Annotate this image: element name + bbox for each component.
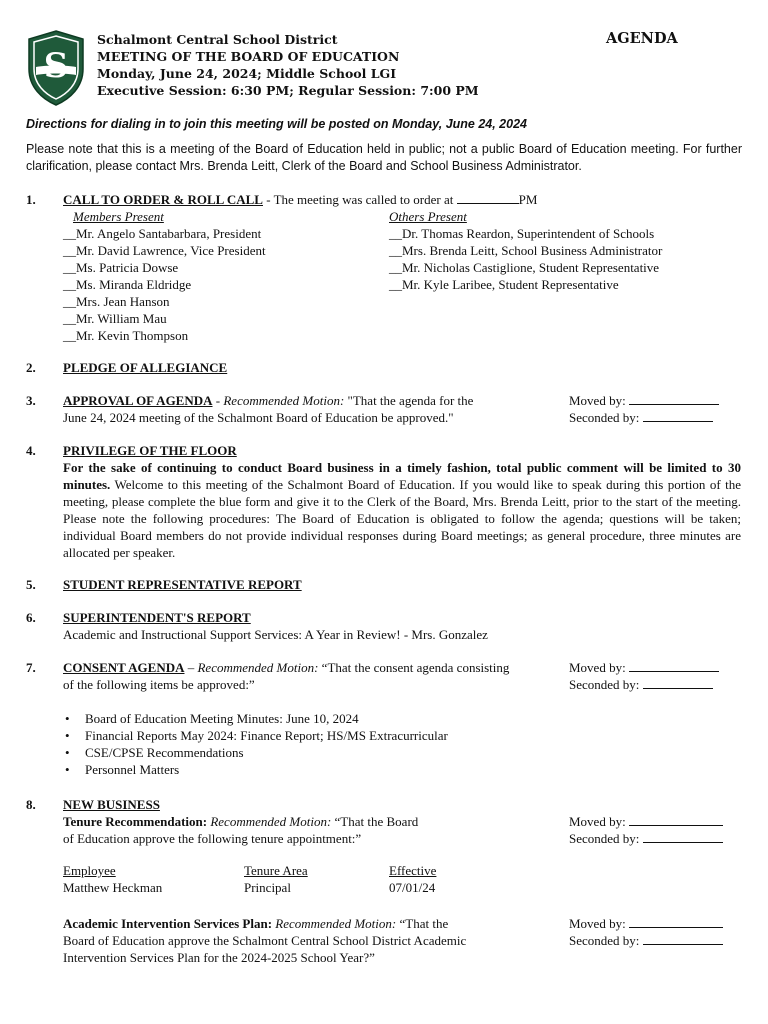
tenure-employee-value: Matthew Heckman	[63, 880, 163, 895]
tenure-col-effective: Effective	[389, 863, 437, 878]
ais-moved-by: Moved by:	[569, 915, 723, 932]
seconded-by-blank[interactable]	[643, 831, 723, 843]
item-7-motion-text: of the following items be approved:”	[63, 677, 255, 692]
seconded-by-blank[interactable]	[643, 410, 713, 422]
item-7-heading: CONSENT AGENDA – Recommended Motion: “That the consent agenda consisting	[63, 660, 510, 675]
item-3-moved-by: Moved by:	[569, 392, 719, 409]
tenure-motion-text: of Education approve the following tenure appointment:”	[63, 831, 362, 846]
member-row[interactable]: __Mr. Angelo Santabarbara, President	[63, 226, 262, 241]
ais-motion-line3: Intervention Services Plan for the 2024-2025 School Year?”	[63, 950, 375, 965]
tenure-area-value: Principal	[244, 880, 291, 895]
member-row[interactable]: __Mrs. Jean Hanson	[63, 294, 170, 309]
list-item: • CSE/CPSE Recommendations	[63, 744, 448, 761]
item-7-title: CONSENT AGENDA	[63, 660, 185, 675]
item-2-number: 2.	[26, 360, 36, 375]
ais-motion-line2: Board of Education approve the Schalmont Central School District Academic	[63, 933, 467, 948]
seconded-by-blank[interactable]	[643, 677, 713, 689]
moved-by-blank[interactable]	[629, 916, 723, 928]
members-list	[63, 225, 266, 344]
list-item: • Financial Reports May 2024: Finance Report; HS/MS Extracurricular	[63, 727, 448, 744]
item-4-title: PRIVILEGE OF THE FLOOR	[63, 443, 237, 458]
list-item: • Board of Education Meeting Minutes: June 10, 2024	[63, 710, 448, 727]
meeting-sessions: Executive Session: 6:30 PM; Regular Session: 7:00 PM	[97, 83, 479, 98]
item-3-number: 3.	[26, 393, 36, 408]
item-3-seconded-by: Seconded by:	[569, 409, 713, 426]
item-6-subtext: Academic and Instructional Support Services: A Year in Review! - Mrs. Gonzalez	[63, 627, 488, 642]
item-1-number: 1.	[26, 192, 36, 207]
consent-items-list	[63, 710, 448, 778]
call-time-blank[interactable]	[457, 192, 519, 204]
others-list	[389, 225, 662, 293]
public-meeting-notice: Please note that this is a meeting of the Board of Education held in public; not a public Board of Education meeting. For further clarification, please contact Mrs. Brenda Leitt, Clerk of the Board and School Business Administrator.	[26, 142, 742, 173]
item-4-body: For the sake of continuing to conduct Board business in a timely fashion, total public comment will be limited to 30 minutes. Welcome to this meeting of the Schalmont Board of Education. If you would like to speak during this portion of the meeting, please complete the blue form and give it to the Clerk of the Board, Mrs. Brenda Leitt, prior to the start of the meeting. Please note the following procedures: The Board of Education is obligated to follow the agenda; questions will be taken; individual Board members do not provide individual responses during Board meetings; as general procedure, three minutes are allocated per speaker.	[63, 460, 741, 560]
item-3-title: APPROVAL OF AGENDA	[63, 393, 213, 408]
item-5-number: 5.	[26, 577, 36, 592]
other-row[interactable]: __Mr. Nicholas Castiglione, Student Representative	[389, 260, 660, 275]
moved-by-blank[interactable]	[629, 393, 719, 405]
other-row[interactable]: __Dr. Thomas Reardon, Superintendent of Schools	[389, 226, 655, 241]
doc-type-agenda: AGENDA	[606, 30, 678, 47]
members-present-label: Members Present	[73, 209, 164, 224]
meeting-date-place: Monday, June 24, 2024; Middle School LGI	[97, 66, 397, 81]
meeting-title: MEETING OF THE BOARD OF EDUCATION	[97, 49, 400, 64]
other-row[interactable]: __Mr. Kyle Laribee, Student Representative	[389, 277, 619, 292]
member-row[interactable]: __Ms. Patricia Dowse	[63, 260, 179, 275]
dial-in-directions: Directions for dialing in to join this meeting will be posted on Monday, June 24, 2024	[26, 117, 527, 131]
item-6-number: 6.	[26, 610, 36, 625]
tenure-moved-by: Moved by:	[569, 813, 723, 830]
item-7-moved-by: Moved by:	[569, 659, 719, 676]
tenure-col-employee: Employee	[63, 863, 116, 878]
list-item: • Personnel Matters	[63, 761, 448, 778]
tenure-seconded-by: Seconded by:	[569, 830, 723, 847]
tenure-heading: Tenure Recommendation: Recommended Motion: “That the Board	[63, 814, 419, 829]
item-8-title: NEW BUSINESS	[63, 797, 160, 812]
ais-heading: Academic Intervention Services Plan: Recommended Motion: “That the	[63, 916, 449, 931]
item-6-title: SUPERINTENDENT'S REPORT	[63, 610, 251, 625]
item-8-number: 8.	[26, 797, 36, 812]
item-7-number: 7.	[26, 660, 36, 675]
item-3-heading: APPROVAL OF AGENDA - Recommended Motion: "That the agenda for the	[63, 393, 474, 408]
tenure-effective-value: 07/01/24	[389, 880, 436, 895]
item-2-title: PLEDGE OF ALLEGIANCE	[63, 360, 228, 375]
seconded-by-blank[interactable]	[643, 933, 723, 945]
tenure-col-area: Tenure Area	[244, 863, 308, 878]
item-1-title: CALL TO ORDER & ROLL CALL	[63, 192, 263, 207]
member-row[interactable]: __Mr. William Mau	[63, 311, 167, 326]
member-row[interactable]: __Mr. David Lawrence, Vice President	[63, 243, 266, 258]
logo-letter: S	[43, 46, 69, 86]
moved-by-blank[interactable]	[629, 660, 719, 672]
moved-by-blank[interactable]	[629, 814, 723, 826]
others-present-label: Others Present	[389, 209, 467, 224]
item-1-heading: CALL TO ORDER & ROLL CALL - The meeting was called to order at PM	[63, 192, 538, 207]
member-row[interactable]: __Mr. Kevin Thompson	[63, 328, 189, 343]
district-name: Schalmont Central School District	[97, 32, 338, 47]
district-logo	[26, 29, 86, 107]
item-5-title: STUDENT REPRESENTATIVE REPORT	[63, 577, 302, 592]
member-row[interactable]: __Ms. Miranda Eldridge	[63, 277, 192, 292]
item-3-motion-text: June 24, 2024 meeting of the Schalmont Board of Education be approved."	[63, 410, 454, 425]
item-7-seconded-by: Seconded by:	[569, 676, 713, 693]
other-row[interactable]: __Mrs. Brenda Leitt, School Business Administrator	[389, 243, 663, 258]
item-4-number: 4.	[26, 443, 36, 458]
ais-seconded-by: Seconded by:	[569, 932, 723, 949]
